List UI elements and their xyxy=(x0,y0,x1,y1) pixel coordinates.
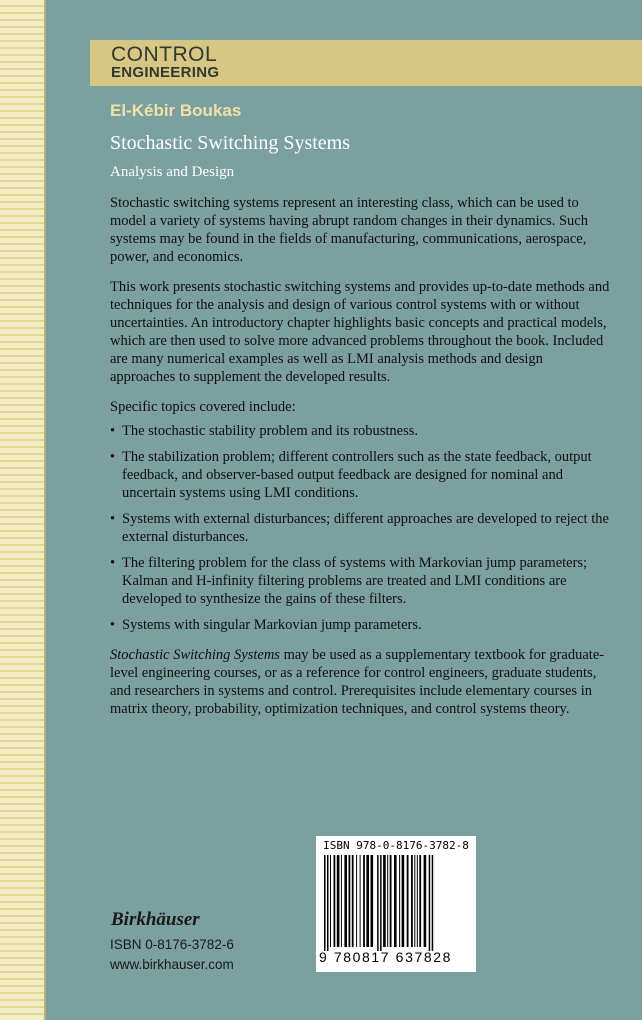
topic-list xyxy=(110,422,610,634)
barcode-bar xyxy=(390,855,392,947)
topic-text: The stabilization problem; different controllers such as the state feedback, output feedback, and observer-based output feedback are designed for nominal and uncertain systems using LMI conditions. xyxy=(122,449,592,501)
barcode-isbn-label: ISBN 978-0-8176-3782-8 xyxy=(323,839,469,852)
description-body xyxy=(110,194,610,730)
publisher-url: www.birkhauser.com xyxy=(110,957,234,972)
barcode-bar xyxy=(330,855,331,947)
barcode-bar xyxy=(383,855,386,947)
paragraph-overview: This work presents stochastic switching systems and provides up-to-date methods and techniques for the analysis and design of various control systems with or without uncertainties. An introductory chapter highlights basic concepts and practical models, which are then used to solve more advanced problems throughout the book. Included are many numerical examples as well as LMI analysis methods and design approaches to supplement the developed results. xyxy=(110,279,610,385)
barcode-bar xyxy=(432,855,434,951)
paragraph-closing xyxy=(110,646,610,718)
barcode-bar xyxy=(414,855,415,947)
barcode-bar xyxy=(349,855,351,947)
barcode-bar xyxy=(327,855,329,951)
barcode-bar xyxy=(344,855,347,947)
barcode-bar xyxy=(341,855,342,947)
closing-title-italic: Stochastic Switching Systems xyxy=(110,647,280,663)
barcode-bar xyxy=(356,855,357,947)
topic-text: The filtering problem for the class of systems with Markovian jump parameters; Kalman and H-infinity filtering problems are treated and LMI conditions are developed to synthesize the gains of these filters. xyxy=(122,555,588,607)
bullet-mark: • xyxy=(110,511,116,527)
author-name: El-Kébir Boukas xyxy=(110,101,242,120)
topic-item xyxy=(110,554,610,608)
barcode-bar xyxy=(387,855,388,947)
barcode-bar xyxy=(371,855,374,947)
topic-text: The stochastic stability problem and its robustness. xyxy=(122,423,418,439)
barcode-bar xyxy=(337,855,340,947)
series-title-line2: ENGINEERING xyxy=(111,64,220,81)
barcode-bar xyxy=(402,855,405,947)
barcode-bar xyxy=(429,855,431,951)
barcode-bar xyxy=(394,855,397,947)
paragraph-intro: Stochastic switching systems represent an interesting class, which can be used to model a variety of systems having abrupt random changes in their dynamics. Such systems may be found in the fields of manufacturing, communications, aerospace, power, and economics. xyxy=(110,195,588,265)
paragraph-topics-heading: Specific topics covered include: xyxy=(110,399,296,415)
barcode-bar xyxy=(324,855,326,951)
barcode-bar xyxy=(424,855,427,947)
barcode-bars xyxy=(322,855,470,951)
barcode-bar xyxy=(366,855,369,947)
barcode-bar xyxy=(399,855,400,947)
barcode-bar xyxy=(407,855,409,947)
topic-text: Systems with singular Markovian jump parameters. xyxy=(122,617,422,633)
topic-item xyxy=(110,510,610,546)
publisher-logo: Birkhäuser xyxy=(111,909,200,930)
barcode-bar xyxy=(363,855,365,947)
barcode-bar xyxy=(419,855,421,947)
barcode-bar xyxy=(334,855,336,947)
barcode-box xyxy=(316,836,476,972)
barcode-bar xyxy=(417,855,418,947)
barcode-bar xyxy=(352,855,354,947)
book-title: Stochastic Switching Systems xyxy=(110,132,350,154)
book-subtitle: Analysis and Design xyxy=(110,164,235,180)
barcode-bar xyxy=(360,855,361,947)
topic-text: Systems with external disturbances; different approaches are developed to reject the external disturbances. xyxy=(122,511,609,545)
topic-item xyxy=(110,422,610,440)
bullet-mark: • xyxy=(110,617,116,633)
series-title-line1: CONTROL xyxy=(111,43,218,66)
topic-item xyxy=(110,448,610,502)
barcode-digits: 9 780817 637828 xyxy=(319,949,452,965)
bullet-mark: • xyxy=(110,555,116,571)
barcode-bar xyxy=(411,855,413,947)
isbn-10: ISBN 0-8176-3782-6 xyxy=(110,937,234,952)
barcode-bar xyxy=(380,855,382,951)
bullet-mark: • xyxy=(110,423,116,439)
closing-text: may be used as a supplementary textbook for graduate-level engineering courses, or as a reference for control engineers, graduate students, and researchers in systems and control. Prerequisites include elementary courses in matrix theory, probability, optimization techniques, and control systems theory. xyxy=(110,647,605,717)
spine-stripe xyxy=(0,0,46,1020)
bullet-mark: • xyxy=(110,449,116,465)
topic-item xyxy=(110,616,610,634)
barcode-bar xyxy=(377,855,379,951)
